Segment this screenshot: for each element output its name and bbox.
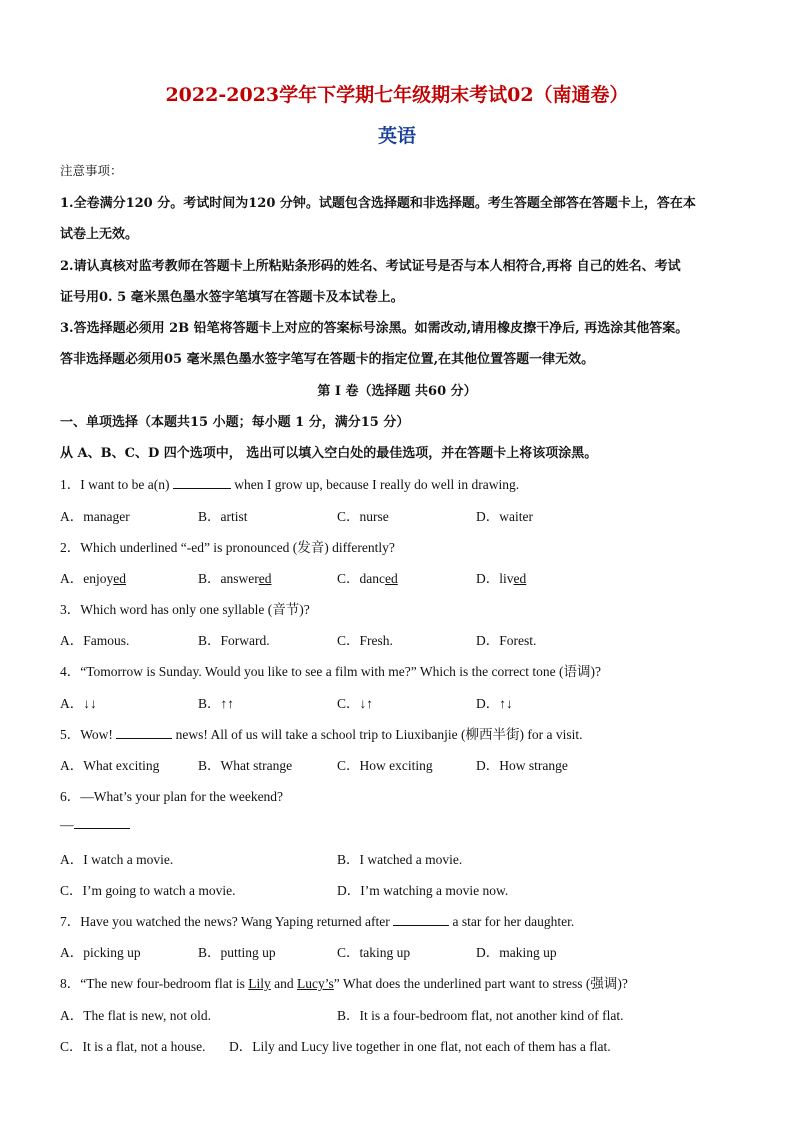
option-underlined: ed (113, 571, 126, 586)
question-5-option-d: D．How strange (476, 758, 568, 773)
question-1-stem-end: when I grow up, because I really do well in drawing. (230, 477, 520, 492)
option-word: enjoy (83, 571, 114, 586)
question-2-option-a (60, 567, 126, 587)
question-6-stem: 6．—What’s your plan for the weekend? (60, 789, 284, 804)
option-letter: D． (476, 571, 500, 586)
question-4-option-a: A．↓↓ (60, 696, 97, 711)
question-4-option-b: B．↑↑ (198, 696, 235, 711)
question-8-stem (60, 972, 628, 992)
question-1 (60, 473, 519, 493)
question-6-option-c: C．I’m going to watch a movie. (60, 883, 236, 898)
option-underlined: ed (513, 571, 527, 586)
question-7-stem-start: 7．Have you watched the news? Wang Yaping returned after (60, 914, 394, 929)
notes-heading: 注意事项： (60, 163, 123, 178)
question-1-option-b: B．artist (198, 509, 248, 524)
option-underlined: ed (258, 571, 272, 586)
question-8-option-c: C．It is a flat, not a house. (60, 1039, 206, 1054)
question-7 (60, 910, 574, 930)
question-5-stem-end: news! All of us will take a school trip to Liuxibanjie (柳西半街) for a visit. (172, 727, 583, 742)
option-word: danc (359, 571, 385, 586)
question-7-option-d: D．making up (476, 945, 557, 960)
answer-blank (74, 816, 130, 829)
question-6-reply (60, 816, 130, 833)
question-8-option-d: D．Lily and Lucy live together in one flat, not each of them has a flat. (229, 1039, 611, 1054)
answer-blank (173, 476, 231, 489)
question-8-option-a: A．The flat is new, not old. (60, 1008, 211, 1023)
question-8-option-b: B．It is a four-bedroom flat, not another kind of flat. (337, 1008, 624, 1023)
question-1-option-c: C．nurse (337, 509, 389, 524)
question-8-stem-start: 8．“The new four-bedroom flat is (60, 976, 249, 991)
option-letter: A． (60, 571, 84, 586)
question-3-option-a: A．Famous. (60, 633, 130, 648)
question-3-option-c: C．Fresh. (337, 633, 393, 648)
question-8-stem-end: ” What does the underlined part want to stress (强调)? (333, 976, 628, 991)
part-title: 第 I 卷（选择题 共60 分） (317, 384, 477, 399)
question-2-option-b (198, 567, 272, 587)
question-3-stem: 3．Which word has only one syllable (音节)? (60, 602, 310, 617)
option-letter: C． (337, 571, 360, 586)
question-5-option-b: B．What strange (198, 758, 293, 773)
question-4-option-d: D．↑↓ (476, 696, 513, 711)
note-item-2-line-1: 2.请认真核对监考教师在答题卡上所粘贴条形码的姓名、考试证号是否与本人相符合,再将 自己的姓名、考试 (60, 259, 681, 274)
option-letter: B． (198, 571, 221, 586)
answer-blank (116, 726, 172, 739)
question-6-option-a: A．I watch a movie. (60, 852, 174, 867)
note-item-1-line-1: 1.全卷满分120 分。考试时间为120 分钟。试题包含选择题和非选择题。考生答题全部答在答题卡上，答在本 (60, 196, 696, 211)
question-1-option-d: D．waiter (476, 509, 533, 524)
note-item-3-line-1: 3.答选择题必须用 2B 铅笔将答题卡上对应的答案标号涂黑。如需改动,请用橡皮擦干净后, 再选涂其他答案。 (60, 321, 689, 336)
question-7-stem-end: a star for her daughter. (449, 914, 575, 929)
subject-title: 英语 (377, 125, 416, 147)
reply-dash: — (60, 817, 74, 832)
answer-blank (393, 913, 449, 926)
option-word: liv (499, 571, 514, 586)
question-5-option-a: A．What exciting (60, 758, 160, 773)
question-8-stem-mid: and (270, 976, 298, 991)
question-6-option-b: B．I watched a movie. (337, 852, 463, 867)
question-5-option-c: C．How exciting (337, 758, 433, 773)
note-item-2-line-2: 证号用0. 5 毫米黑色墨水签字笔填写在答题卡及本试卷上。 (60, 290, 404, 305)
question-3-option-d: D．Forest. (476, 633, 537, 648)
question-5-stem-start: 5．Wow! (60, 727, 117, 742)
section-instruction: 从 A、B、C、D 四个选项中， 选出可以填入空白处的最佳选项，并在答题卡上将该项涂黑。 (60, 446, 598, 461)
question-2-option-d (476, 567, 526, 587)
option-underlined: ed (385, 571, 398, 586)
option-word: answer (220, 571, 259, 586)
question-7-option-b: B．putting up (198, 945, 276, 960)
question-3-option-b: B．Forward. (198, 633, 270, 648)
question-5 (60, 723, 582, 743)
exam-title: 2022-2023学年下学期七年级期末考试02（南通卷） (165, 84, 629, 106)
underlined-word-lily: Lily (248, 976, 271, 991)
section-title: 一、单项选择（本题共15 小题；每小题 1 分，满分15 分） (60, 415, 410, 430)
question-4-option-c: C．↓↑ (337, 696, 374, 711)
question-1-option-a: A．manager (60, 509, 130, 524)
question-2-stem: 2．Which underlined “-ed” is pronounced (发音) differently? (60, 540, 395, 555)
question-2-option-c (337, 567, 398, 587)
underlined-word-lucys: Lucy’s (297, 976, 334, 991)
note-item-3-line-2: 答非选择题必须用05 毫米黑色墨水签字笔写在答题卡的指定位置,在其他位置答题一律无效。 (60, 352, 595, 367)
note-item-1-line-2: 试卷上无效。 (60, 227, 139, 242)
question-7-option-a: A．picking up (60, 945, 141, 960)
question-6-option-d: D．I’m watching a movie now. (337, 883, 509, 898)
question-4-stem: 4．“Tomorrow is Sunday. Would you like to see a film with me?” Which is the correct tone (语调)? (60, 664, 601, 679)
question-7-option-c: C．taking up (337, 945, 411, 960)
question-1-stem-start: 1．I want to be a(n) (60, 477, 173, 492)
